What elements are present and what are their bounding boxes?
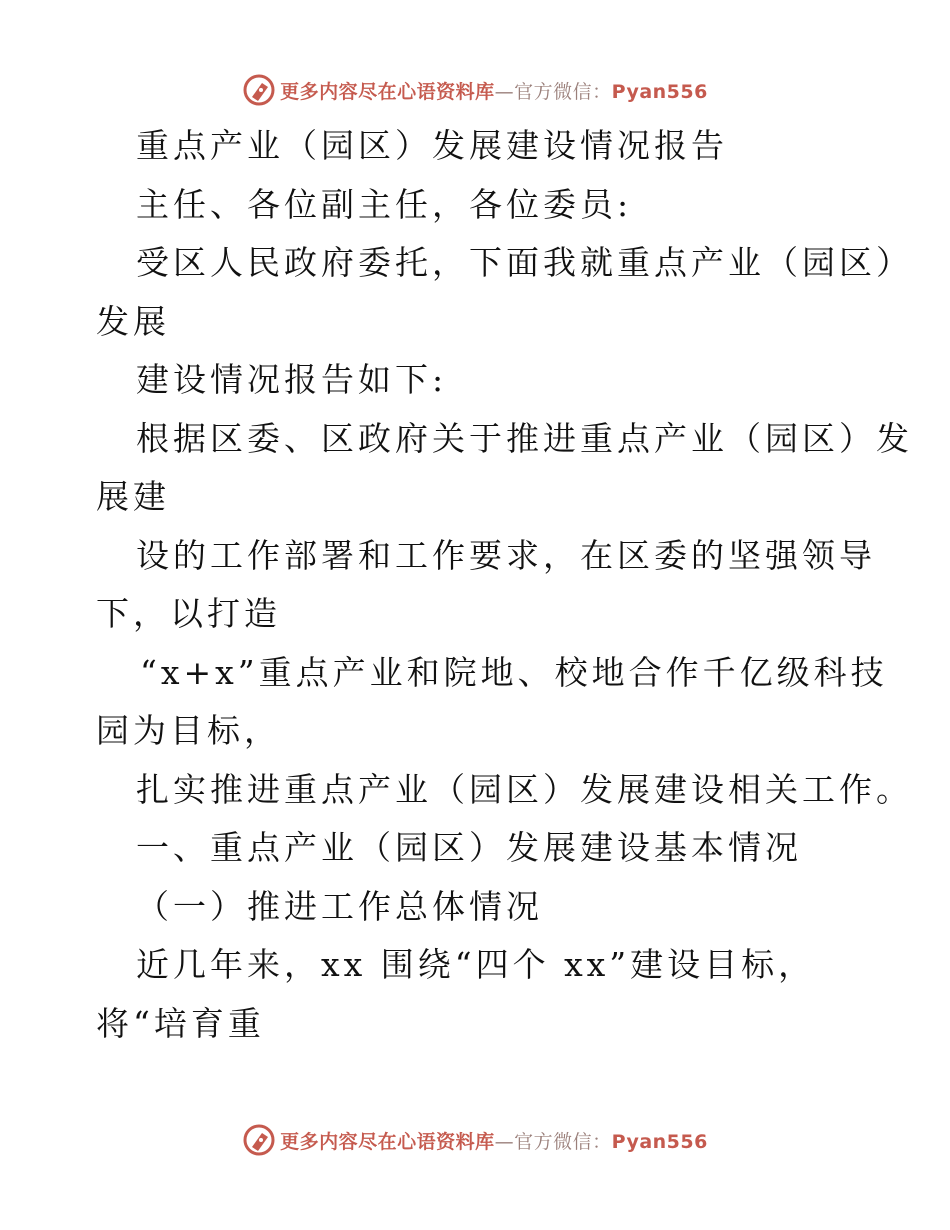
pen-nib-icon	[242, 73, 276, 107]
section-heading: 一、重点产业（园区）发展建设基本情况	[136, 828, 802, 867]
paragraph-line: “x+x”重点产业和院地、校地合作千亿级科技	[140, 652, 888, 692]
paragraph-line: 受区人民政府委托，下面我就重点产业（园区）	[136, 243, 913, 282]
paragraph-line: 设的工作部署和工作要求，在区委的坚强领导	[136, 535, 876, 575]
header-watermark-banner	[0, 70, 950, 110]
banner-text: 更多内容尽在心语资料库—官方微信：Pyan556	[280, 80, 708, 103]
paragraph-line: 下，以打造	[96, 594, 281, 633]
subsection-heading: （一）推进工作总体情况	[136, 886, 543, 926]
paragraph-line: 近几年来，xx 围绕“四个 xx”建设目标，	[136, 945, 816, 984]
paragraph-line: 展建	[96, 477, 170, 516]
banner-text: 更多内容尽在心语资料库—官方微信：Pyan556	[280, 1130, 708, 1153]
paragraph-line: 将“培育重	[96, 1003, 265, 1043]
paragraph-line: 根据区委、区政府关于推进重点产业（园区）发	[136, 418, 913, 458]
paragraph-line: 发展	[96, 301, 170, 341]
doc-title: 重点产业（园区）发展建设情况报告	[136, 126, 728, 165]
paragraph-line: 建设情况报告如下:	[136, 360, 448, 399]
footer-watermark-banner	[0, 1120, 950, 1160]
salutation: 主任、各位副主任，各位委员:	[136, 184, 633, 224]
pen-nib-icon	[242, 1123, 276, 1157]
paragraph-line: 园为目标，	[96, 711, 281, 750]
document-body	[96, 117, 913, 1053]
paragraph-line: 扎实推进重点产业（园区）发展建设相关工作。	[136, 769, 913, 809]
